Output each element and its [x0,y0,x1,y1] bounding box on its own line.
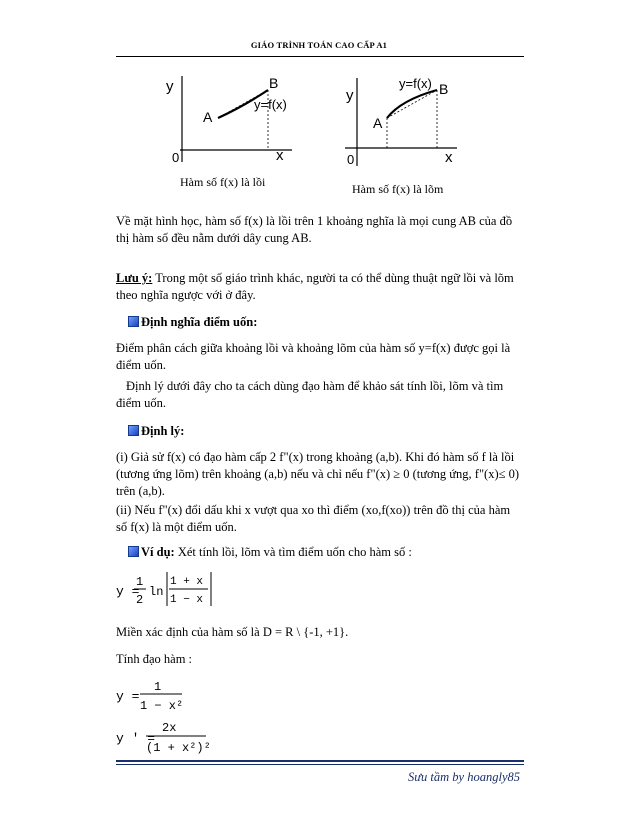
convex-graph-figure [150,72,300,167]
inflection-definition: Điểm phân cách giữa khoảng lồi và khoảng lõm của hàm số y=f(x) được gọi là điểm uốn. [116,341,511,372]
second-derivative-formula [116,718,236,756]
footer-rule [116,760,524,762]
note-text: Trong một số giáo trình khác, người ta có thể dùng thuật ngữ lồi và lõm theo nghĩa ngược với ở đây. [116,271,514,302]
right-x-label: x [445,149,453,166]
left-y-label: y [166,78,174,95]
footer-rule-thin [116,764,524,765]
geometric-meaning-paragraph: Về mặt hình học, hàm số f(x) là lồi trên 1 khoảng nghĩa là mọi cung AB của đồ thị hàm số đều nằm dưới dây cung AB. [116,214,513,245]
right-chord [387,90,437,118]
inflection-heading: Định nghĩa điểm uốn: [128,314,532,331]
svg-text:1 + x: 1 + x [170,576,204,588]
right-function-label: y=f(x) [399,76,432,91]
header-rule [116,56,524,57]
page-footer: Sưu tầm by hoangly85 [407,770,520,784]
theorem-part-ii: (ii) Nếu f"(x) đổi dấu khi x vượt qua xo thì điểm (xo,f(xo)) trên đồ thị của hàm số f(x) là một điểm uốn. [116,503,511,534]
left-point-b: B [269,75,279,91]
theorem-heading: Định lý: [128,423,532,440]
svg-text:1: 1 [154,680,162,694]
right-y-label: y [346,87,354,104]
right-point-b: B [439,81,449,97]
svg-text:1 − x: 1 − x [170,594,204,606]
left-origin-label: 0 [172,150,180,165]
domain-statement: Miền xác định của hàm số là D = R \ {-1, +1}. [116,625,349,639]
svg-text:1: 1 [136,575,144,589]
page-header: GIÁO TRÌNH TOÁN CAO CẤP A1 [250,40,388,50]
example-text: Xét tính lồi, lõm và tìm điểm uốn cho hàm số : [174,545,412,559]
note-label: Lưu ý: [116,271,153,285]
first-derivative-formula [116,676,226,714]
svg-text:2x: 2x [162,721,177,735]
derivative-label: Tính đạo hàm : [116,652,193,666]
svg-text:1 − x²: 1 − x² [140,699,184,713]
bullet-icon [128,546,139,557]
example-label: Ví dụ: [141,545,175,559]
svg-text:y =: y = [116,689,140,704]
bullet-icon [128,425,139,436]
convex-caption: Hàm số f(x) là lồi [180,175,266,189]
left-function-label: y=f(x) [254,97,287,112]
bullet-icon [128,316,139,327]
log-function-formula [116,568,226,612]
svg-text:2: 2 [136,593,144,607]
note-paragraph [116,270,520,304]
concave-graph-figure [335,76,465,168]
svg-text:ln: ln [149,585,164,599]
left-point-a: A [203,109,213,125]
right-origin-label: 0 [347,152,355,167]
theorem-intro-paragraph: Định lý dưới đây cho ta cách dùng đạo hàm để khảo sát tính lồi, lõm và tìm điểm uốn. [116,379,504,410]
right-point-a: A [373,115,383,131]
svg-text:y ' =: y ' = [116,731,156,746]
theorem-part-i: (i) Giả sử f(x) có đạo hàm cấp 2 f"(x) trong khoảng (a,b). Khi đó hàm số f là lồi (tương ứng lõm) trên khoảng (a,b) nếu và chỉ nếu f"(x) ≥ 0 (tương ứng, f"(x)≤ 0) trên (a,b). [116,450,520,498]
svg-text:y =: y = [116,584,140,599]
concave-caption: Hàm số f(x) là lõm [352,182,444,196]
svg-text:(1 + x²)²: (1 + x²)² [146,741,211,755]
left-x-label: x [276,147,284,164]
example-heading [128,544,532,561]
